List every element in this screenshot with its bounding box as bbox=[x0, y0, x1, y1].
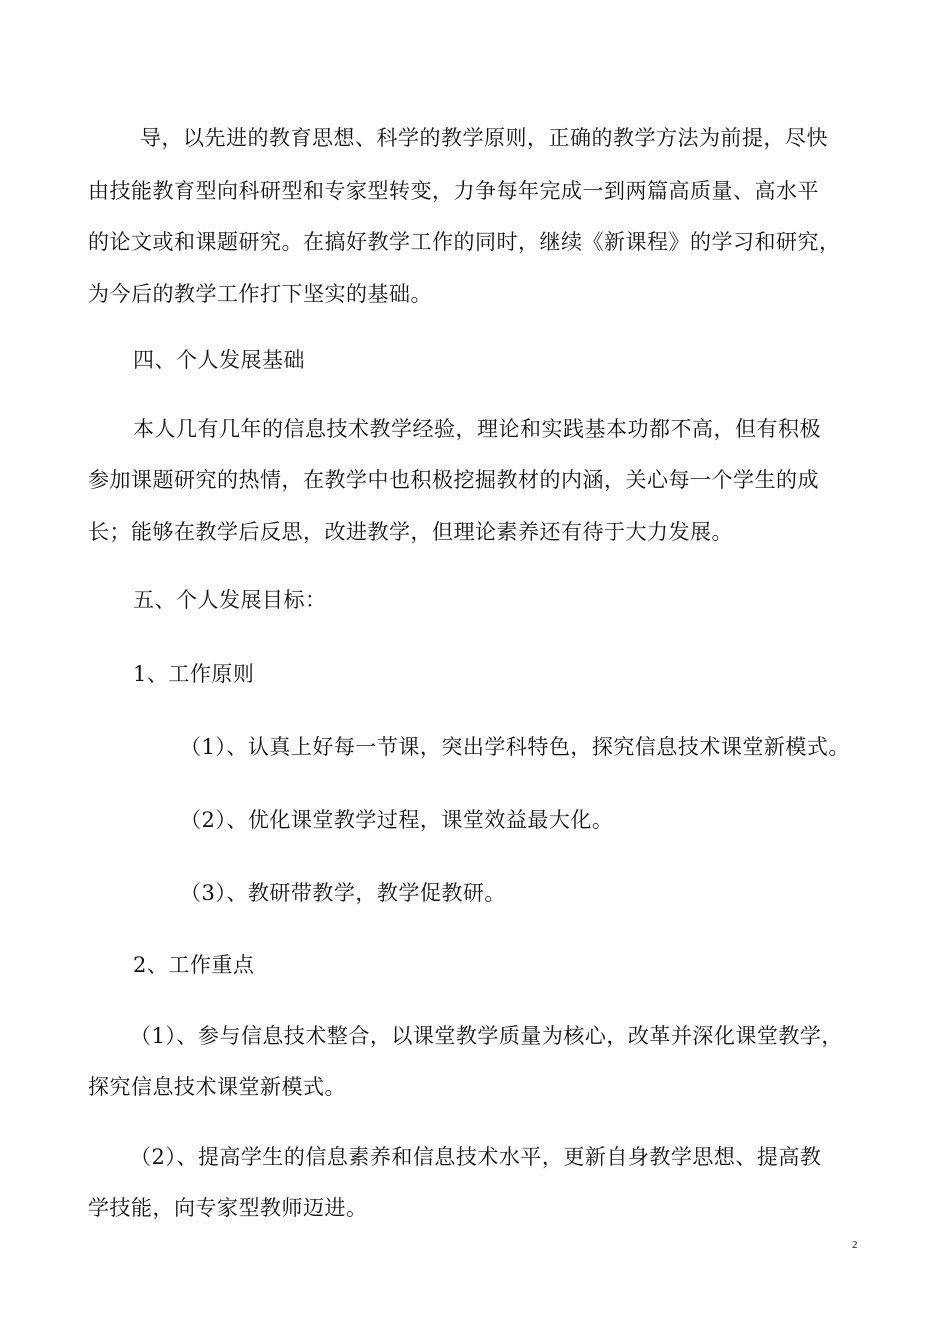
paragraph-2-line-3: 长；能够在教学后反思，改进教学，但理论素养还有待于大力发展。 bbox=[88, 520, 733, 544]
focus-item-1-line-2: 探究信息技术课堂新模式。 bbox=[88, 1075, 346, 1099]
focus-item-2-line-2: 学技能，向专家型教师迈进。 bbox=[88, 1196, 368, 1220]
principle-item-2: （2）、优化课堂教学过程，课堂效益最大化。 bbox=[180, 808, 614, 832]
heading-section-4: 四、个人发展基础 bbox=[133, 348, 305, 372]
heading-section-5: 五、个人发展目标： bbox=[133, 588, 327, 612]
paragraph-1-line-3: 的论文或和课题研究。在搞好教学工作的同时，继续《新课程》的学习和研究， bbox=[88, 230, 841, 254]
paragraph-1-line-1: 导，以先进的教育思想、科学的教学原则，正确的教学方法为前提，尽快 bbox=[140, 126, 828, 150]
subheading-work-principles: 1、工作原则 bbox=[133, 662, 255, 686]
paragraph-1-line-4: 为今后的教学工作打下坚实的基础。 bbox=[88, 282, 432, 306]
paragraph-2-line-2: 参加课题研究的热情，在教学中也积极挖掘教材的内涵，关心每一个学生的成 bbox=[88, 468, 819, 492]
page-number: 2 bbox=[852, 1239, 858, 1251]
principle-item-3: （3）、教研带教学，教学促教研。 bbox=[180, 881, 506, 905]
focus-item-2-line-1: （2）、提高学生的信息素养和信息技术水平，更新自身教学思想、提高教 bbox=[130, 1145, 822, 1169]
paragraph-1-line-2: 由技能教育型向科研型和专家型转变，力争每年完成一到两篇高质量、高水平 bbox=[88, 179, 819, 203]
subheading-work-focus: 2、工作重点 bbox=[133, 953, 255, 977]
focus-item-1-line-1: （1）、参与信息技术整合，以课堂教学质量为核心，改革并深化课堂教学， bbox=[130, 1024, 843, 1048]
principle-item-1: （1）、认真上好每一节课，突出学科特色，探究信息技术课堂新模式。 bbox=[180, 735, 850, 759]
paragraph-2-line-1: 本人几有几年的信息技术教学经验，理论和实践基本功都不高，但有积极 bbox=[133, 417, 821, 441]
